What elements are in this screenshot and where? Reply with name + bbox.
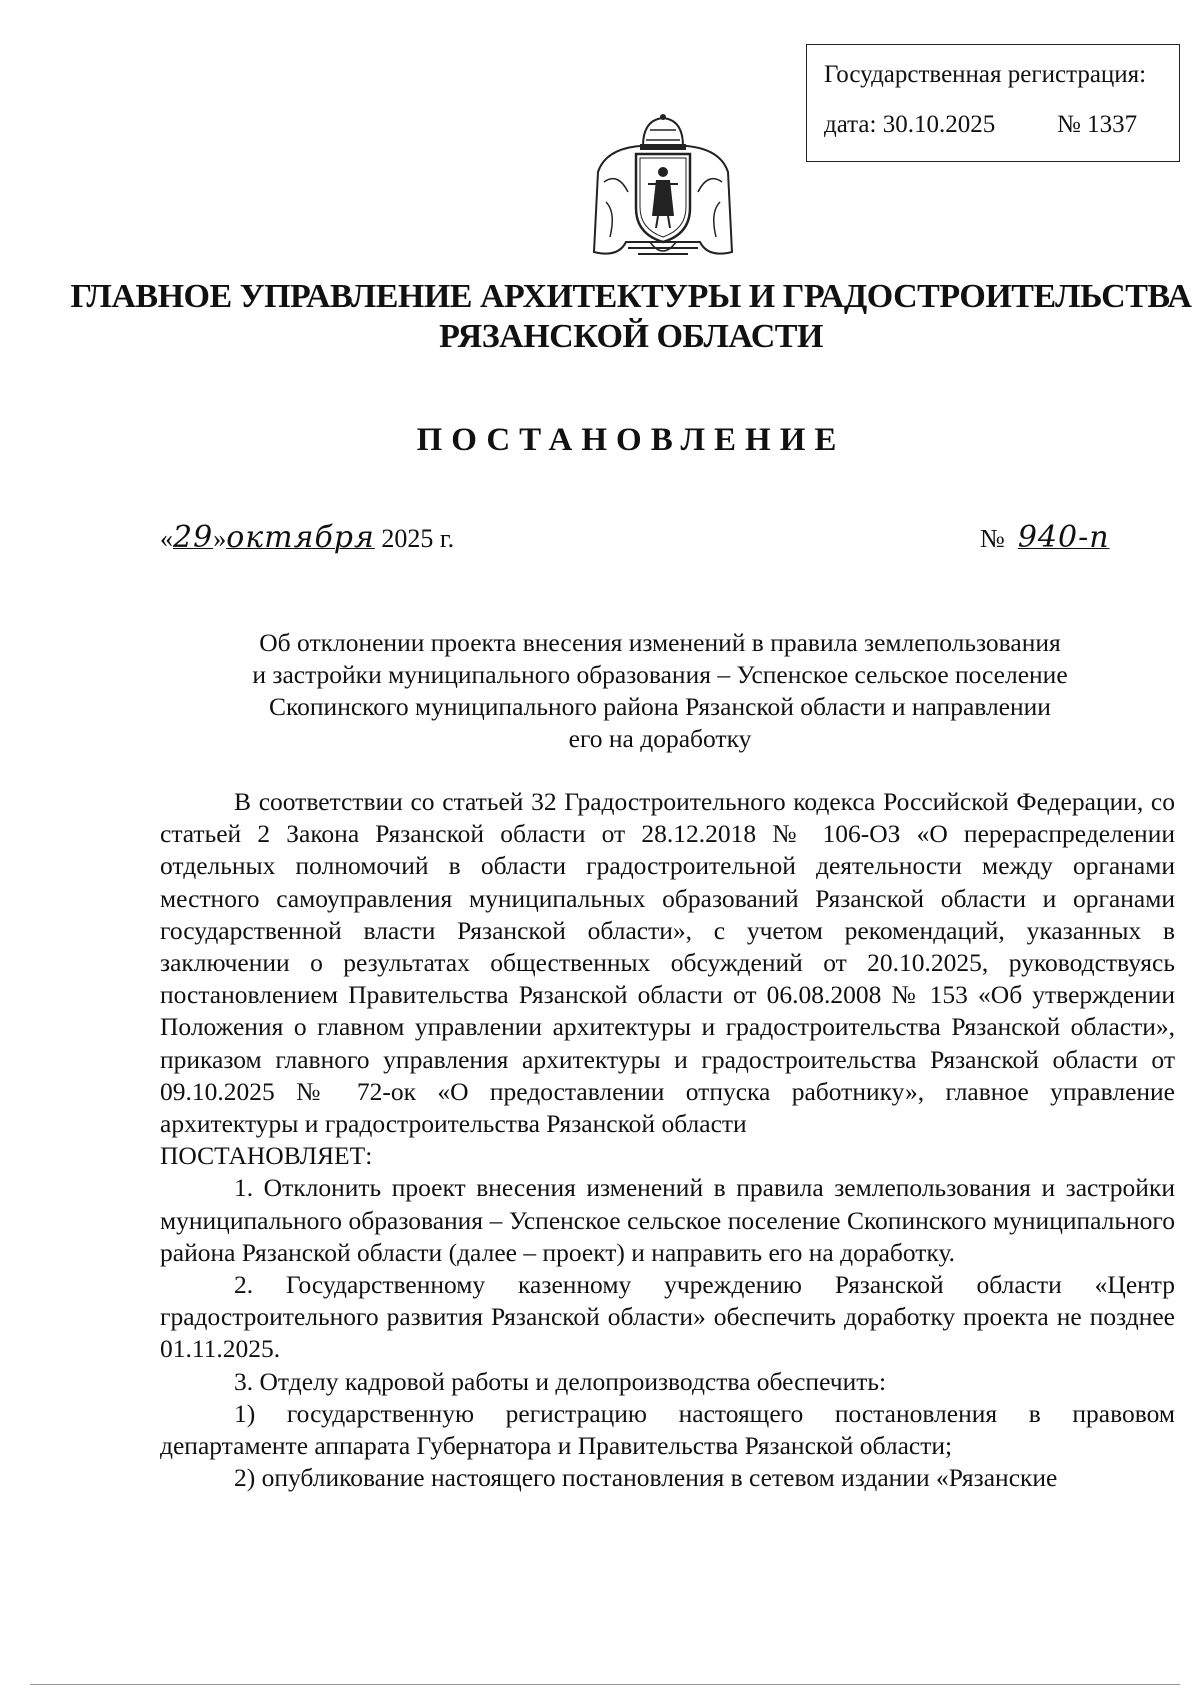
number-value: 940-п	[1017, 520, 1110, 555]
document-subject	[160, 627, 1160, 755]
date-open-quote: «	[160, 524, 173, 553]
issue-date	[160, 520, 454, 555]
coat-of-arms-icon	[588, 112, 738, 264]
document-body	[160, 786, 1175, 1494]
date-year: 2025 г.	[381, 524, 455, 553]
issue-number	[980, 520, 1110, 555]
registration-date: дата: 30.10.2025	[824, 111, 996, 138]
item-3: 3. Отделу кадровой работы и делопроизводства обеспечить:	[234, 1366, 887, 1396]
item-3-1: 1) государственную регистрацию настоящего постановления в правовом департаменте аппарата Губернатора и Правительства Рязанской области;	[160, 1398, 1175, 1461]
registration-stamp	[806, 44, 1180, 162]
agency-name-line2: РЯЗАНСКОЙ ОБЛАСТИ	[439, 318, 823, 355]
agency-name-line1: ГЛАВНОЕ УПРАВЛЕНИЕ АРХИТЕКТУРЫ И ГРАДОСТРОИТЕЛЬСТВА	[70, 278, 1192, 315]
preamble-paragraph: В соответствии со статьей 32 Градостроительного кодекса Российской Федерации, со статьей 2 Закона Рязанской области от 28.12.2018 № 106-ОЗ «О перераспределении отдельных полномочий в области градостроительной деятельности между органами местного самоуправления муниципальных образований Рязанской области и органами государственной власти Рязанской области», с учетом рекомендаций, указанных в заключении о результатах общественных обсуждений от 20.10.2025, руководствуясь постановлением Правительства Рязанской области от 06.08.2008 № 153 «Об утверждении Положения о главном управлении архитектуры и градостроительства Рязанской области», приказом главного управления архитектуры и градостроительства Рязанской области от 09.10.2025 № 72-ок «О предоставлении отпуска работнику», главное управление архитектуры и градостроительства Рязанской области	[160, 787, 1175, 1139]
date-day: 29	[173, 520, 214, 555]
item-1: 1. Отклонить проект внесения изменений в правила землепользования и застройки муниципального образования – Успенское сельское поселение Скопинского муниципального района Рязанской области (далее – проект) и направить его на доработку.	[160, 1173, 1175, 1267]
document-type: ПОСТАНОВЛЕНИЕ	[416, 422, 846, 458]
item-2: 2. Государственному казенному учреждению Рязанской области «Центр градостроительного развития Рязанской области» обеспечить доработку проекта не позднее 01.11.2025.	[160, 1270, 1175, 1364]
registration-title: Государственная регистрация:	[824, 61, 1147, 88]
date-close-quote: »	[213, 524, 227, 553]
registration-number: № 1337	[1057, 111, 1138, 138]
subject-line: Об отклонении проекта внесения изменений в правила землепользования	[259, 628, 1061, 657]
subject-line: Скопинского муниципального района Рязанской области и направлении	[269, 692, 1051, 721]
resolves-heading: ПОСТАНОВЛЯЕТ:	[160, 1141, 373, 1171]
item-3-2: 2) опубликование настоящего постановления в сетевом издании «Рязанские	[234, 1463, 1058, 1493]
subject-line: и застройки муниципального образования – Успенское сельское поселение	[252, 660, 1068, 689]
number-prefix: №	[980, 524, 1005, 553]
page-bottom-line	[30, 1684, 1180, 1685]
date-month: октября	[226, 520, 375, 555]
subject-line: его на доработку	[568, 724, 752, 753]
